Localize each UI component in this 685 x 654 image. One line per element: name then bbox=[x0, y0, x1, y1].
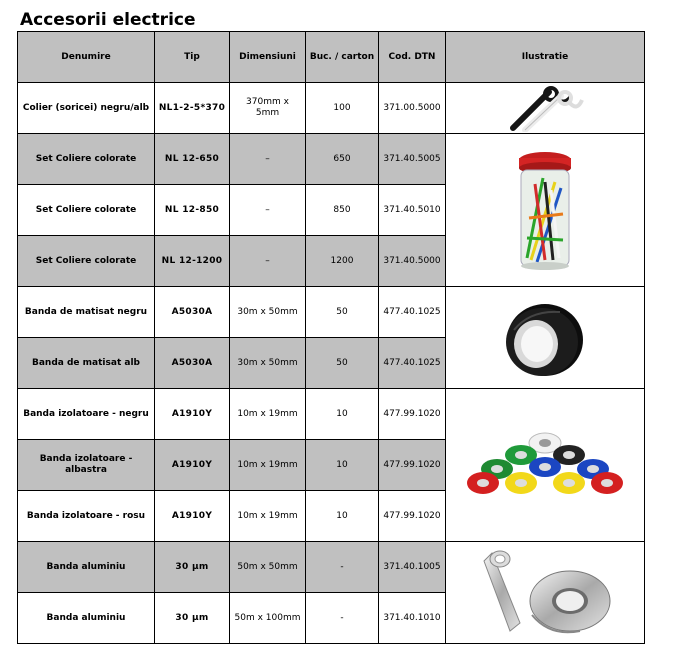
page-title: Accesorii electrice bbox=[20, 10, 196, 30]
cell-denumire: Banda de matisat alb bbox=[18, 338, 155, 389]
cell-cod: 371.40.5005 bbox=[379, 134, 446, 185]
cell-buc: 10 bbox=[306, 389, 379, 440]
cell-denumire: Set Coliere colorate bbox=[18, 185, 155, 236]
cell-cod: 477.40.1025 bbox=[379, 287, 446, 338]
table-row bbox=[18, 389, 645, 440]
header-cod-dtn: Cod. DTN bbox=[379, 32, 446, 83]
cell-denumire: Set Coliere colorate bbox=[18, 236, 155, 287]
cell-buc: 650 bbox=[306, 134, 379, 185]
cell-tip: A5030A bbox=[155, 287, 230, 338]
cell-dimensiuni: – bbox=[230, 236, 306, 287]
cell-denumire: Colier (soricei) negru/alb bbox=[18, 83, 155, 134]
cell-tip: NL 12-1200 bbox=[155, 236, 230, 287]
header-tip: Tip bbox=[155, 32, 230, 83]
cell-denumire: Banda aluminiu bbox=[18, 542, 155, 593]
cell-ilustratie bbox=[446, 287, 645, 389]
cell-ilustratie bbox=[446, 134, 645, 287]
cell-tip: 30 µm bbox=[155, 593, 230, 644]
cell-tip: A1910Y bbox=[155, 491, 230, 542]
cell-buc: 50 bbox=[306, 338, 379, 389]
cell-buc: 100 bbox=[306, 83, 379, 134]
cell-tip: 30 µm bbox=[155, 542, 230, 593]
cell-dimensiuni: 30m x 50mm bbox=[230, 338, 306, 389]
cell-dimensiuni: 370mm x 5mm bbox=[230, 83, 306, 134]
cell-cod: 371.40.5000 bbox=[379, 236, 446, 287]
cell-ilustratie bbox=[446, 389, 645, 542]
cell-buc: - bbox=[306, 593, 379, 644]
cell-buc: 50 bbox=[306, 287, 379, 338]
cell-dimensiuni: 10m x 19mm bbox=[230, 440, 306, 491]
cell-dimensiuni: 50m x 50mm bbox=[230, 542, 306, 593]
cell-tip: A5030A bbox=[155, 338, 230, 389]
aluminium-tape-icon bbox=[470, 545, 620, 641]
cell-tip: A1910Y bbox=[155, 389, 230, 440]
cell-denumire: Banda izolatoare - rosu bbox=[18, 491, 155, 542]
cell-buc: - bbox=[306, 542, 379, 593]
cell-buc: 10 bbox=[306, 491, 379, 542]
cell-tip: A1910Y bbox=[155, 440, 230, 491]
header-buc-carton: Buc. / carton bbox=[306, 32, 379, 83]
cell-cod: 371.40.5010 bbox=[379, 185, 446, 236]
cell-cod: 371.40.1005 bbox=[379, 542, 446, 593]
table-row bbox=[18, 134, 645, 185]
colored-tape-rolls-icon bbox=[465, 429, 625, 501]
cell-tip: NL 12-650 bbox=[155, 134, 230, 185]
cable-ties-black-white-icon bbox=[505, 84, 585, 132]
cell-cod: 477.99.1020 bbox=[379, 389, 446, 440]
cell-cod: 477.99.1020 bbox=[379, 491, 446, 542]
cell-cod: 371.40.1010 bbox=[379, 593, 446, 644]
cell-cod: 371.00.5000 bbox=[379, 83, 446, 134]
cell-denumire: Set Coliere colorate bbox=[18, 134, 155, 185]
black-tape-roll-icon bbox=[500, 290, 590, 386]
cell-denumire: Banda izolatoare - albastra bbox=[18, 440, 155, 491]
cell-dimensiuni: 30m x 50mm bbox=[230, 287, 306, 338]
cell-ilustratie bbox=[446, 542, 645, 644]
cell-buc: 850 bbox=[306, 185, 379, 236]
header-denumire: Denumire bbox=[18, 32, 155, 83]
table-row bbox=[18, 287, 645, 338]
cell-cod: 477.99.1020 bbox=[379, 440, 446, 491]
cell-dimensiuni: – bbox=[230, 185, 306, 236]
cell-tip: NL 12-850 bbox=[155, 185, 230, 236]
header-dimensiuni: Dimensiuni bbox=[230, 32, 306, 83]
cell-dimensiuni: 50m x 100mm bbox=[230, 593, 306, 644]
cell-dimensiuni: 10m x 19mm bbox=[230, 389, 306, 440]
cell-dimensiuni: – bbox=[230, 134, 306, 185]
product-table bbox=[17, 31, 645, 644]
cell-buc: 1200 bbox=[306, 236, 379, 287]
cell-denumire: Banda aluminiu bbox=[18, 593, 155, 644]
cable-tie-jar-icon bbox=[515, 148, 575, 272]
cell-denumire: Banda de matisat negru bbox=[18, 287, 155, 338]
header-ilustratie: Ilustratie bbox=[446, 32, 645, 83]
cell-cod: 477.40.1025 bbox=[379, 338, 446, 389]
cell-ilustratie bbox=[446, 83, 645, 134]
cell-denumire: Banda izolatoare - negru bbox=[18, 389, 155, 440]
table-row bbox=[18, 83, 645, 134]
cell-buc: 10 bbox=[306, 440, 379, 491]
table-header-row bbox=[18, 32, 645, 83]
table-row bbox=[18, 542, 645, 593]
cell-dimensiuni: 10m x 19mm bbox=[230, 491, 306, 542]
cell-tip: NL1-2-5*370 bbox=[155, 83, 230, 134]
